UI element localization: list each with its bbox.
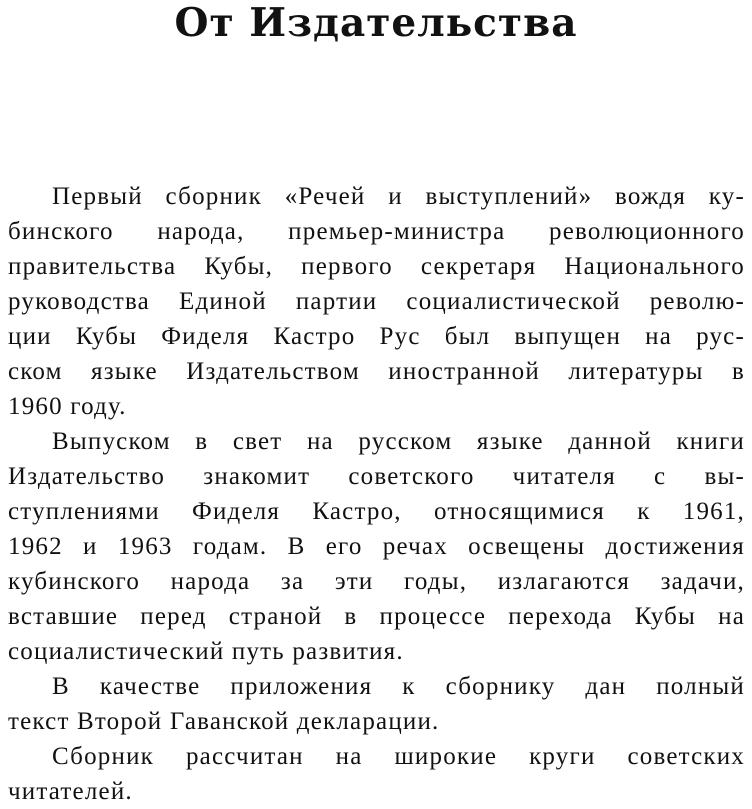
text-line: вставшие перед страной в процессе перехода Кубы на: [8, 603, 745, 630]
paragraph-release: [8, 424, 745, 669]
text-line: Выпуском в свет на русском языке данной книги: [52, 428, 745, 455]
text-line: кубинского народа за эти годы, излагаются задачи,: [8, 568, 745, 595]
text-line: 1962 и 1963 годам. В его речах освещены достижения: [8, 533, 745, 560]
paragraph-audience: [8, 739, 745, 809]
text-line: В качестве приложения к сборнику дан полный: [52, 673, 745, 700]
text-line: правительства Кубы, первого секретаря Национального: [8, 253, 745, 280]
text-line: ступлениями Фиделя Кастро, относящимися к 1961,: [8, 498, 745, 525]
text-line: Первый сборник «Речей и выступлений» вождя ку-: [52, 183, 745, 210]
text-line: читателей.: [8, 778, 133, 805]
text-line: социалистический путь развития.: [8, 638, 404, 665]
page-title: От Издательства: [174, 0, 578, 46]
text-line: Сборник рассчитан на широкие круги советских: [52, 743, 745, 770]
paragraph-first-edition: [8, 179, 745, 424]
document-body: [8, 179, 745, 809]
paragraph-appendix: [8, 669, 745, 739]
text-line: бинского народа, премьер-министра революционного: [8, 218, 745, 245]
text-line: ском языке Издательством иностранной литературы в: [8, 358, 745, 385]
text-line: ции Кубы Фиделя Кастро Рус был выпущен на рус-: [8, 323, 745, 350]
text-line: Издательство знакомит советского читателя с вы-: [8, 463, 745, 490]
text-line: 1960 году.: [8, 393, 127, 420]
text-line: текст Второй Гаванской декларации.: [8, 708, 440, 735]
text-line: руководства Единой партии социалистической револю-: [8, 288, 745, 315]
